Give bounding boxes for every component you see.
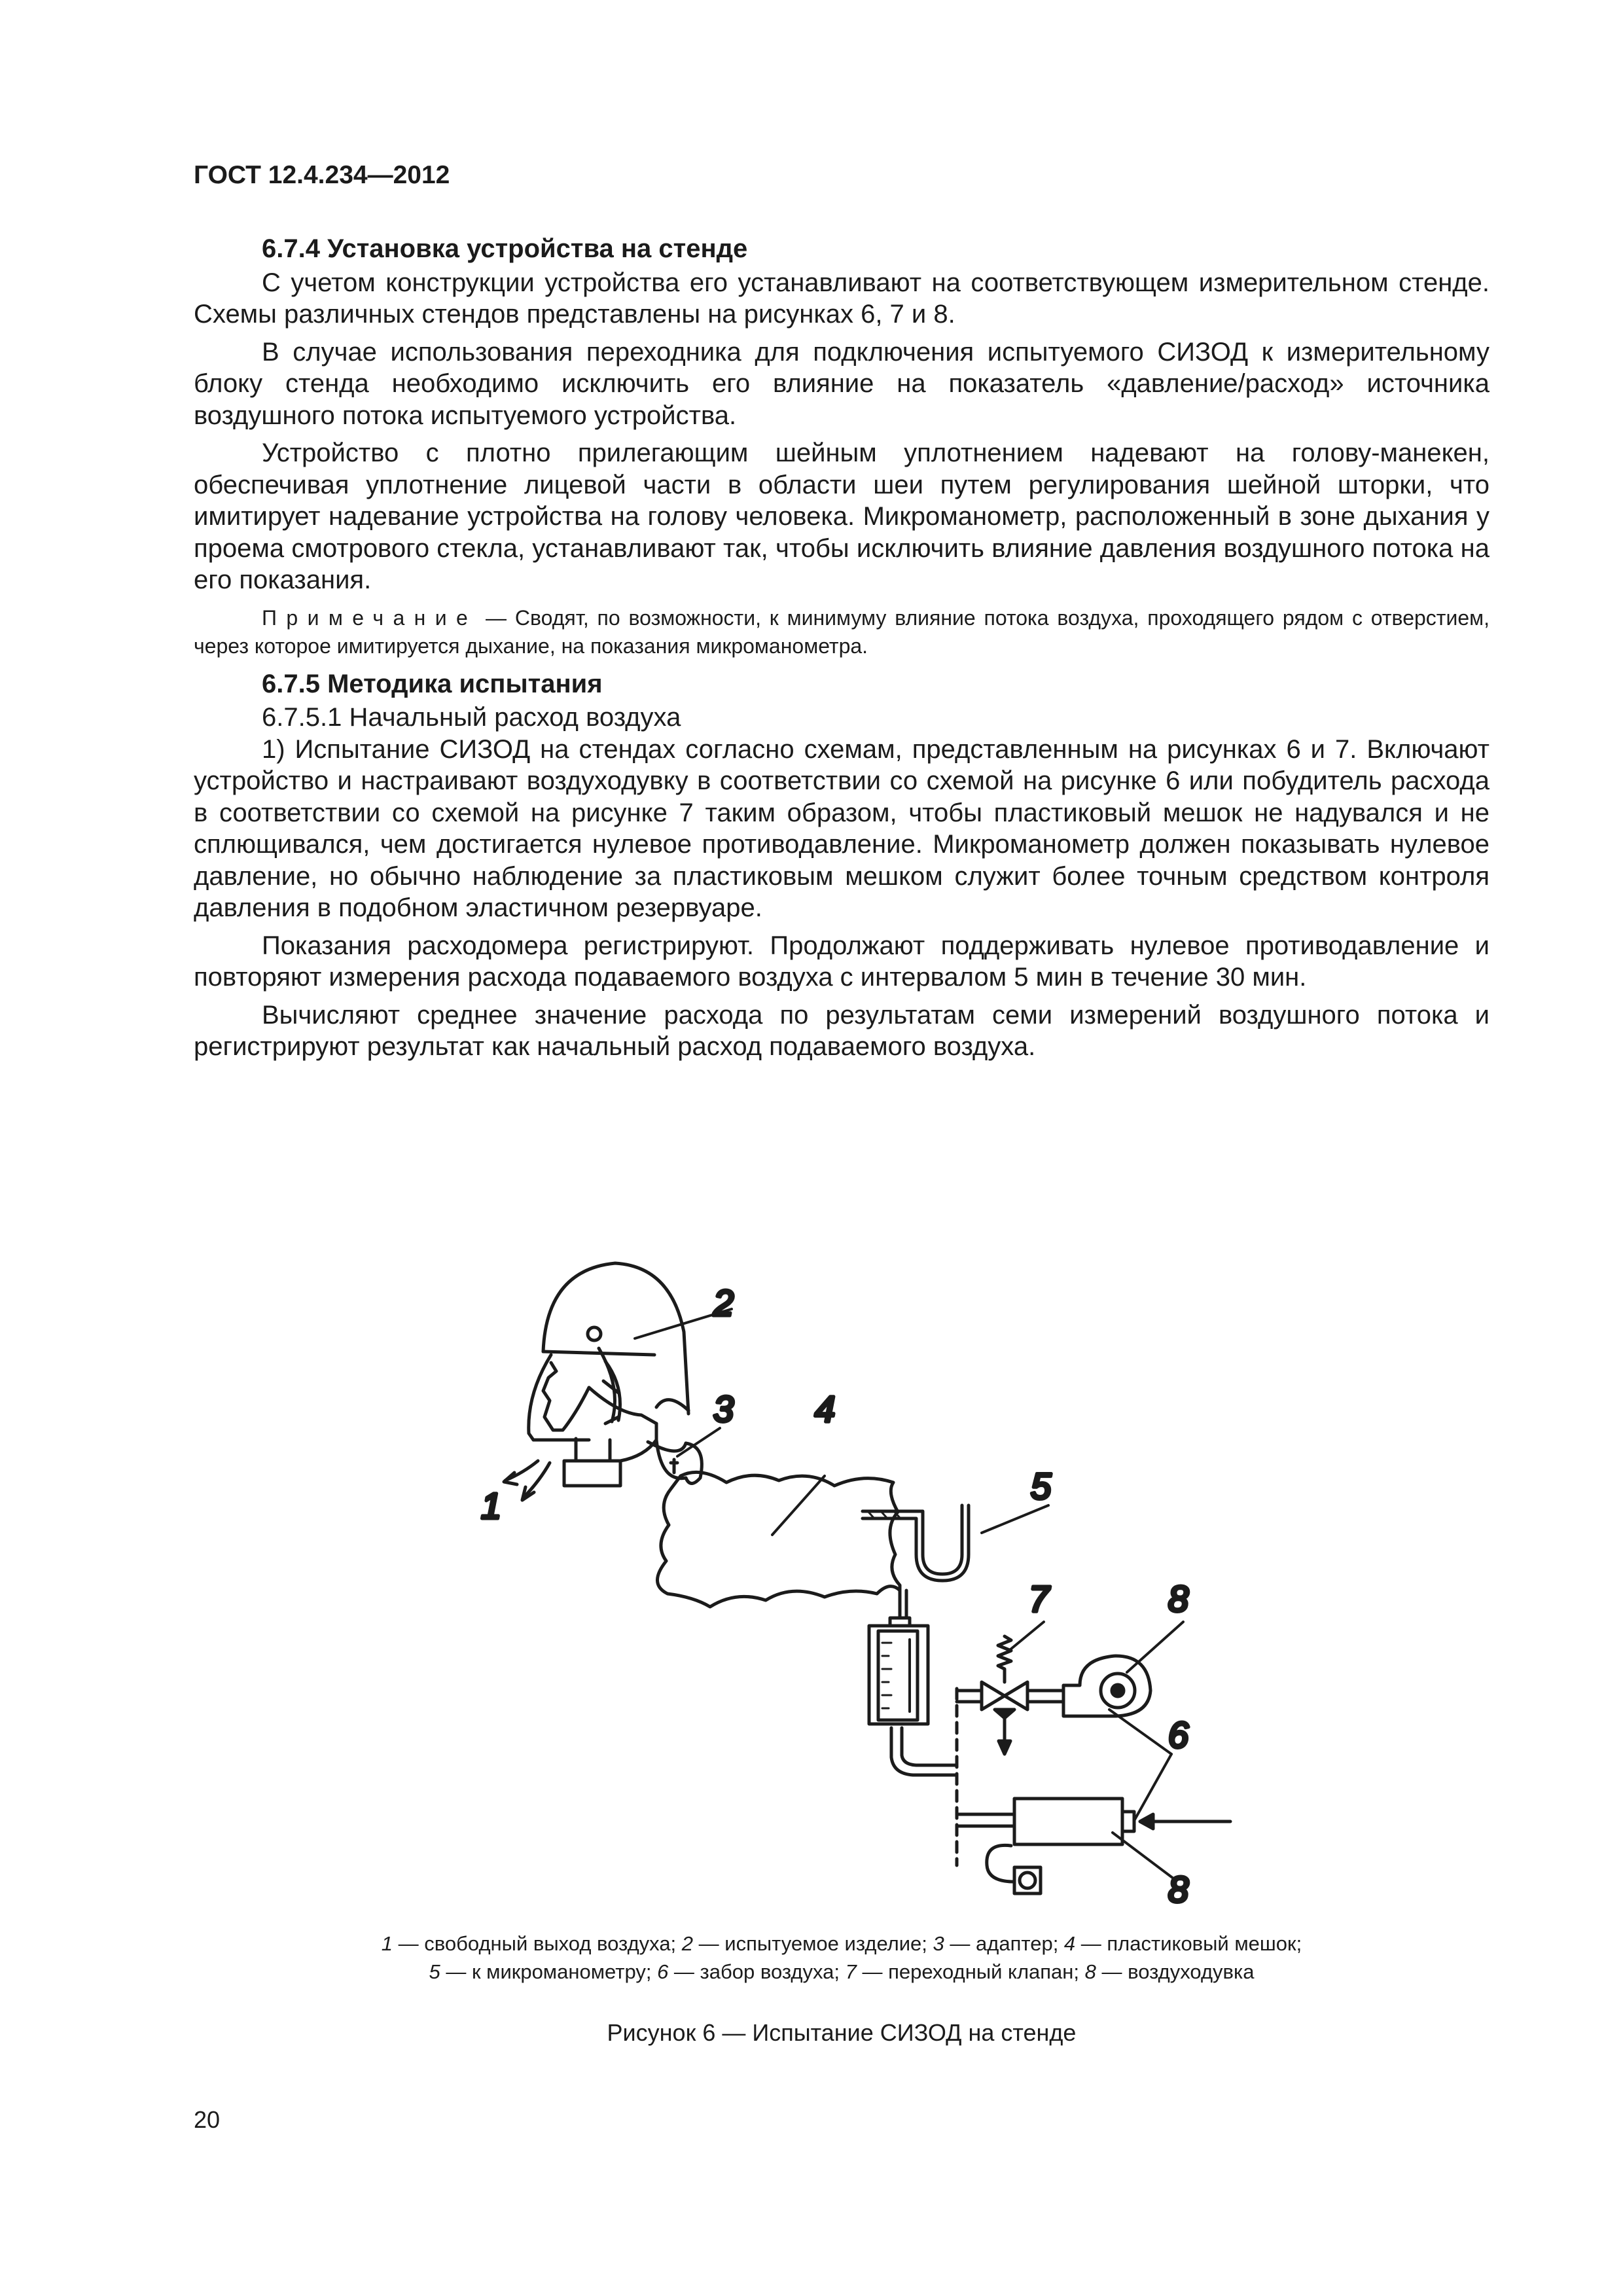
legend-text: — к микроманометру; xyxy=(440,1960,658,1983)
legend-line xyxy=(194,1958,1489,1986)
paragraph: Показания расходомера регистрируют. Продолжают поддерживать нулевое противодавление и повторяют измерения расхода подаваемого воздуха с интервалом 5 мин в течение 30 мин. xyxy=(194,931,1489,992)
legend-num: 4 xyxy=(1063,1932,1076,1955)
legend-text: — пластиковый мешок; xyxy=(1075,1932,1302,1955)
legend-line xyxy=(194,1929,1489,1958)
legend-num: 6 xyxy=(657,1960,669,1983)
legend-text: — переходный клапан; xyxy=(856,1960,1085,1983)
micromanometer-tube xyxy=(863,1505,969,1581)
legend-text: — адаптер; xyxy=(944,1932,1064,1955)
note-label: Примечание xyxy=(262,605,478,630)
callout-4: 4 xyxy=(815,1388,836,1429)
blower-upper xyxy=(1063,1656,1150,1716)
subsection-heading: 6.7.5.1 Начальный расход воздуха xyxy=(262,703,681,732)
callout-8-upper: 8 xyxy=(1168,1578,1189,1619)
legend-text: — воздуходувка xyxy=(1096,1960,1255,1983)
note-text: — Сводят, по возможности, к минимуму влияние потока воздуха, проходящего рядом с отверстием, через которое имитируется дыхание, на показания микроманометра. xyxy=(194,605,1489,658)
legend-num: 2 xyxy=(681,1932,694,1955)
legend-num: 3 xyxy=(933,1932,944,1955)
callout-7: 7 xyxy=(1029,1578,1050,1619)
legend-num: 5 xyxy=(429,1960,440,1983)
legend-num: 1 xyxy=(381,1932,393,1955)
section-heading: 6.7.5 Методика испытания xyxy=(262,669,603,698)
legend-text: — забор воздуха; xyxy=(668,1960,846,1983)
plastic-bag xyxy=(657,1472,906,1618)
callout-3: 3 xyxy=(713,1388,734,1429)
paragraph: 1) Испытание СИЗОД на стендах согласно схемам, представленным на рисунках 6 и 7. Включают устройство и настраивают воздуходувку в соответствии со схемой на рисунке 6 или побудитель расхода в соответствии со схемой на рисунке 7 таким образом, чтобы пластиковый мешок не надувался и не сплющивался, чем достигается нулевое противодавление. Микроманометр должен показывать нулевое давление, но обычно наблюдение за пластиковым мешком служит более точным средством контроля давления в подобном эластичном резервуаре. xyxy=(194,734,1489,922)
callout-6: 6 xyxy=(1168,1714,1189,1755)
dummy-head-with-hood xyxy=(529,1263,702,1486)
free-air-outlet-arrows xyxy=(504,1461,550,1500)
legend-num: 7 xyxy=(845,1960,857,1983)
blower-lower xyxy=(957,1799,1230,1893)
flowmeter xyxy=(869,1618,957,1775)
paragraph: В случае использования переходника для подключения испытуемого СИЗОД к измерительному блоку стенда необходимо исключить его влияние на показатель «давление/расход» источника воздушного потока испытуемого устройства. xyxy=(194,337,1489,430)
figure-legend xyxy=(194,1929,1489,1986)
callout-8-lower: 8 xyxy=(1168,1869,1189,1910)
legend-text: — испытуемое изделие; xyxy=(693,1932,933,1955)
page-number: 20 xyxy=(194,2106,221,2133)
callout-1: 1 xyxy=(481,1485,502,1526)
legend-text: — свободный выход воздуха; xyxy=(393,1932,682,1955)
legend-num: 8 xyxy=(1084,1960,1096,1983)
paragraph: Вычисляют среднее значение расхода по результатам семи измерений воздушного потока и регистрируют результат как начальный расход подаваемого воздуха. xyxy=(194,1000,1489,1061)
standard-number: ГОСТ 12.4.234—2012 xyxy=(194,161,450,189)
figure-caption: Рисунок 6 — Испытание СИЗОД на стенде xyxy=(607,2019,1077,2046)
paragraph: Устройство с плотно прилегающим шейным уплотнением надевают на голову-манекен, обеспечивая уплотнение лицевой части в области шеи путем регулирования шейной шторки, что имитирует надевание устройства на голову человека. Микроманометр, расположенный в зоне дыхания у проема смотрового стекла, устанавливают так, чтобы исключить влияние давления воздушного потока на его показания. xyxy=(194,439,1489,594)
paragraph: С учетом конструкции устройства его устанавливают на соответствующем измерительном стенде. Схемы различных стендов представлены на рисунках 6, 7 и 8. xyxy=(194,268,1489,329)
callout-5: 5 xyxy=(1031,1465,1052,1507)
adapter-valve xyxy=(957,1636,1063,1754)
section-heading: 6.7.4 Установка устройства на стенде xyxy=(262,234,748,263)
callout-2: 2 xyxy=(713,1282,734,1323)
